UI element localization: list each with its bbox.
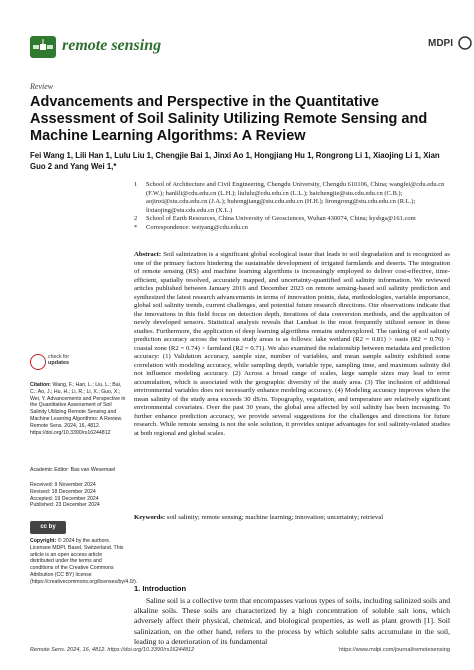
- section-heading: 1. Introduction: [134, 584, 187, 593]
- published-date: Published: 23 December 2024: [30, 502, 100, 509]
- affiliation-item: [134, 224, 450, 233]
- article-type: Review: [30, 82, 54, 91]
- affiliation-text: School of Architecture and Civil Engineering, Chengdu University, Chengdu 610106, China; wangfei@cdu.edu.cn (F.W.); hanlili@cdu.edu.cn (L.H.); liululu@cdu.edu.cn (L.L.); baichengjie@stu.cdu.edu.cn (C.B.); aojinxi@stu.cdu.edu.cn (J.A.); huhongjiang@stu.cdu.edu.cn (H.H.); lirongrong@stu.cdu.edu.cn (R.L.); lixiaojing@stu.cdu.edu.cn (X.L.): [146, 181, 445, 214]
- affiliations: [134, 181, 450, 232]
- accepted-date: Accepted: 19 December 2024: [30, 495, 99, 502]
- footer-journal-link[interactable]: https://www.mdpi.com/journal/remotesensing: [339, 647, 450, 653]
- affiliation-number: 1: [134, 181, 138, 188]
- affiliation-item: [134, 215, 450, 224]
- affiliation-number: 2: [134, 215, 138, 222]
- citation-label: Citation:: [30, 382, 52, 388]
- publisher-name[interactable]: MDPI: [428, 38, 453, 49]
- copyright-label: Copyright:: [30, 538, 57, 544]
- check-for-updates-button[interactable]: [30, 354, 70, 374]
- affiliation-number: *: [134, 223, 138, 231]
- check-line-2: updates: [48, 359, 70, 366]
- intro-paragraph: Saline soil is a collective term that encompasses various types of soils, including salinized soils and alkaline soils. These soils are characterized by a high concentration of soluble salt ions, which adversely affect their physical, chemical, and biological properties, as well as plant growth [1]. Soil salinization, on the other hand, refers to the process by which soluble salts accumulate in the soil, leading to a deterioration of its fundamental: [134, 596, 450, 646]
- check-for-updates-label: [48, 355, 69, 366]
- update-badge-icon: [30, 354, 46, 370]
- journal-name[interactable]: remote sensing: [62, 37, 162, 54]
- received-date: Received: 9 November 2024: [30, 482, 96, 488]
- correspondence-text[interactable]: Correspondence: weiyang@cdu.edu.cn: [146, 223, 248, 231]
- cc-by-icon: cc by: [30, 521, 66, 534]
- revised-date: Revised: 18 December 2024: [30, 488, 96, 495]
- affiliation-item: [134, 181, 450, 215]
- citation-block: [30, 382, 126, 436]
- check-line-1: check for: [48, 354, 70, 360]
- license-badge[interactable]: [30, 521, 70, 535]
- abstract-text: Soil salinization is a significant global ecological issue that leads to soil degradation and is recognized as one of the primary factors hindering the sustainable development of irrigated farmlands and deserts. The integration of remote sensing (RS) and machine learning algorithms is increasingly employed to deliver cost-effective, time-efficient, spatially resolved, accurately mapped, and uncertainty-quantified soil salinity information. We reviewed articles published between January 2016 and December 2023 on remote sensing-based soil salinity prediction and synthesized the latest research advancements in terms of innovation points, data, methodologies, variable importance, global soil salinity trends, current challenges, and potential future research directions. Our observations indicate that the innovations in this field focus on detection depth, iterations of data conversion methods, and the application of newly developed sensors. Statistical analysis reveals that Landsat is the most frequently utilized sensor in these studies. Furthermore, the application of deep learning algorithms remains underexplored. The ranking of soil salinity prediction accuracy across the various study areas is as follows: lake wetland (R2 = 0.81) > oasis (R2 = 0.76) > coastal zone (R2 = 0.74) > farmland (R2 = 0.71). We also examined the relationship between metadata and prediction accuracy: (1) Validation accuracy, sample size, number of variables, and mean sample salinity exhibited some correlation with modeling accuracy, while sampling depth, variable type, sampling time, and maximum salinity did not influence modeling accuracy. (2) Across a broad range of scales, large sample sizes may lead to error accumulation, which is associated with the geographic diversity of the study area. (3) The inclusion of additional environmental variables does not necessarily enhance modeling accuracy. (4) Modeling accuracy improves when the mean salinity of the study area exceeds 30 dS/m. Topography, vegetation, and temperature are relatively significant environmental covariates. Over the past 30 years, the global area affected by soil salinity has been increasing. To further enhance prediction accuracy, we provide several suggestions for the challenges and directions for future research. While remote sensing is not the sole solution, it provides unique advantages for soil salinity-related studies at both regional and global scales.: [134, 251, 451, 437]
- journal-logo: [30, 36, 56, 58]
- mdpi-logo-icon: [458, 36, 472, 50]
- keywords-text: soil salinity; remote sensing; machine learning; innovation; uncertainty; retrieval: [166, 514, 384, 521]
- publication-dates: [30, 482, 126, 509]
- satellite-icon: [30, 36, 56, 58]
- citation-text[interactable]: Wang, F.; Han, L.; Liu, L.; Bai, C.; Ao, J.; Hu, H.; Li, R.; Li, X.; Guo, X.; Wei, Y. Advancements and Perspective in the Quantitative Assessment of Soil Salinity Utilizing Remote Sensing and Machine Learning Algorithms: A Review. Remote Sens. 2024, 16, 4812. https://doi.org/10.3390/rs16244812: [30, 382, 126, 436]
- author-list[interactable]: Fei Wang 1, Lili Han 1, Lulu Liu 1, Chengjie Bai 1, Jinxi Ao 1, Hongjiang Hu 1, Rongrong Li 1, Xiaojing Li 1, Xian Guo 2 and Yang Wei 1,*: [30, 151, 440, 171]
- footer-citation[interactable]: Remote Sens. 2024, 16, 4812. https://doi.org/10.3390/rs16244812: [30, 647, 195, 653]
- affiliation-text: School of Earth Resources, China University of Geosciences, Wuhan 430074, China; kysbgs@161.com: [146, 215, 416, 222]
- journal-header: [30, 34, 453, 60]
- copyright-block: [30, 538, 138, 586]
- keywords-label: Keywords:: [134, 514, 166, 521]
- article-title: Advancements and Perspective in the Quantitative Assessment of Soil Salinity Utilizing Remote Sensing and Machine Learning Algorithms: A Review: [30, 94, 428, 144]
- abstract-label: Abstract:: [134, 251, 162, 258]
- keywords: [134, 514, 450, 523]
- academic-editor: Academic Editor: Bas van Wesemael: [30, 467, 116, 473]
- copyright-text: © 2024 by the authors. Licensee MDPI, Basel, Switzerland. This article is an open access article distributed under the terms and conditions of the Creative Commons Attribution (CC BY) license (https://creativecommons.org/licenses/by/4.0/).: [30, 538, 138, 585]
- abstract: [134, 251, 450, 438]
- page-footer: [30, 647, 450, 657]
